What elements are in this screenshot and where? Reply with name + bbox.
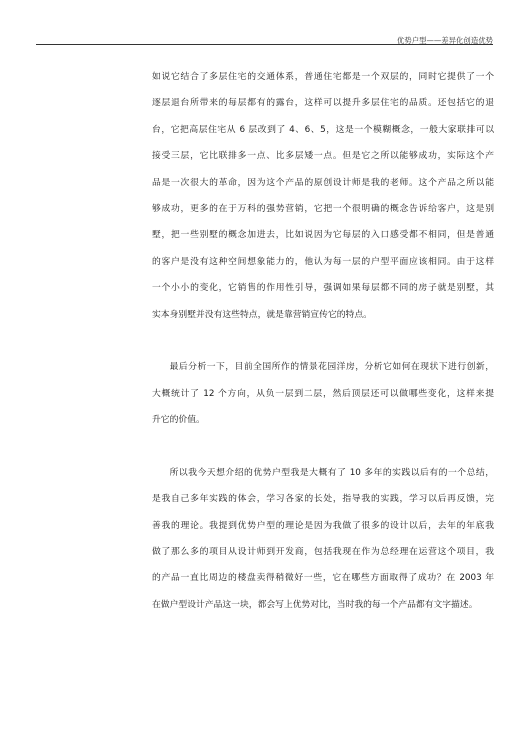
text-line: 够成功，更多的在于万科的强势营销，它把一个很明确的概念告诉给客户，这是别 <box>152 203 494 214</box>
text-line: 接受三层，它比联排多一点、比多层矮一点。但是它之所以能够成功，实际这个产 <box>152 151 494 162</box>
header-title: 优势户型——差异化创造优势 <box>396 36 493 45</box>
text-line: 是我自己多年实践的体会，学习各家的长处，指导我的实践，学习以后再反馈，完 <box>152 494 494 505</box>
text-line: 升它的价值。 <box>152 415 205 426</box>
text-line: 善我的理论。我提到优势户型的理论是因为我做了很多的设计以后，去年的年底我 <box>152 520 494 531</box>
text-line: 最后分析一下，目前全国所作的情景花园洋房，分析它如何在现状下进行创新， <box>169 362 494 373</box>
paragraph-spacer <box>152 433 494 459</box>
text-line: 的客户是没有这种空间想象能力的，他认为每一层的户型平面应该相同。由于这样 <box>152 256 494 267</box>
document-body <box>152 64 494 618</box>
text-line: 逐层退台所带来的每层都有的露台，这样可以提升多层住宅的品质。还包括它的退 <box>152 98 494 109</box>
paragraph-1 <box>152 64 494 328</box>
text-line: 墅，把一些别墅的概念加进去，比如说因为它每层的入口感受都不相同，但是普通 <box>152 230 494 241</box>
text-line: 如说它结合了多层住宅的交通体系，普通住宅都是一个双层的，同时它提供了一个 <box>152 72 494 82</box>
text-line: 品是一次很大的革命，因为这个产品的原创设计师是我的老师。这个产品之所以能 <box>152 177 494 188</box>
text-line: 做了那么多的项目从设计师到开发商，包括我现在作为总经理在运营这个项目，我 <box>152 547 494 558</box>
paragraph-2 <box>152 354 494 433</box>
text-line: 所以我今天想介绍的优势户型我是大概有了 10 多年的实践以后有的一个总结， <box>169 467 494 478</box>
paragraph-spacer <box>152 328 494 354</box>
text-line: 大概统计了 12 个方向，从负一层到二层，然后顶层还可以做哪些变化，这样来提 <box>152 388 494 399</box>
text-line: 一个小小的变化，它销售的作用性引导，强调如果每层都不同的房子就是别墅，其 <box>152 283 494 294</box>
text-line: 台，它把高层住宅从 6 层改到了 4、6、5，这是一个模糊概念，一般大家联排可以 <box>152 124 494 135</box>
text-line: 实本身别墅并没有这些特点，就是靠营销宣传它的特点。 <box>152 309 372 320</box>
text-line: 的产品一直比周边的楼盘卖得稍微好一些，它在哪些方面取得了成功？在 2003 年 <box>152 573 494 584</box>
paragraph-3 <box>152 460 494 618</box>
page-header <box>36 28 493 45</box>
text-line: 在做户型设计产品这一块，都会写上优势对比，当时我的每一个产品都有文字描述。 <box>152 599 478 610</box>
